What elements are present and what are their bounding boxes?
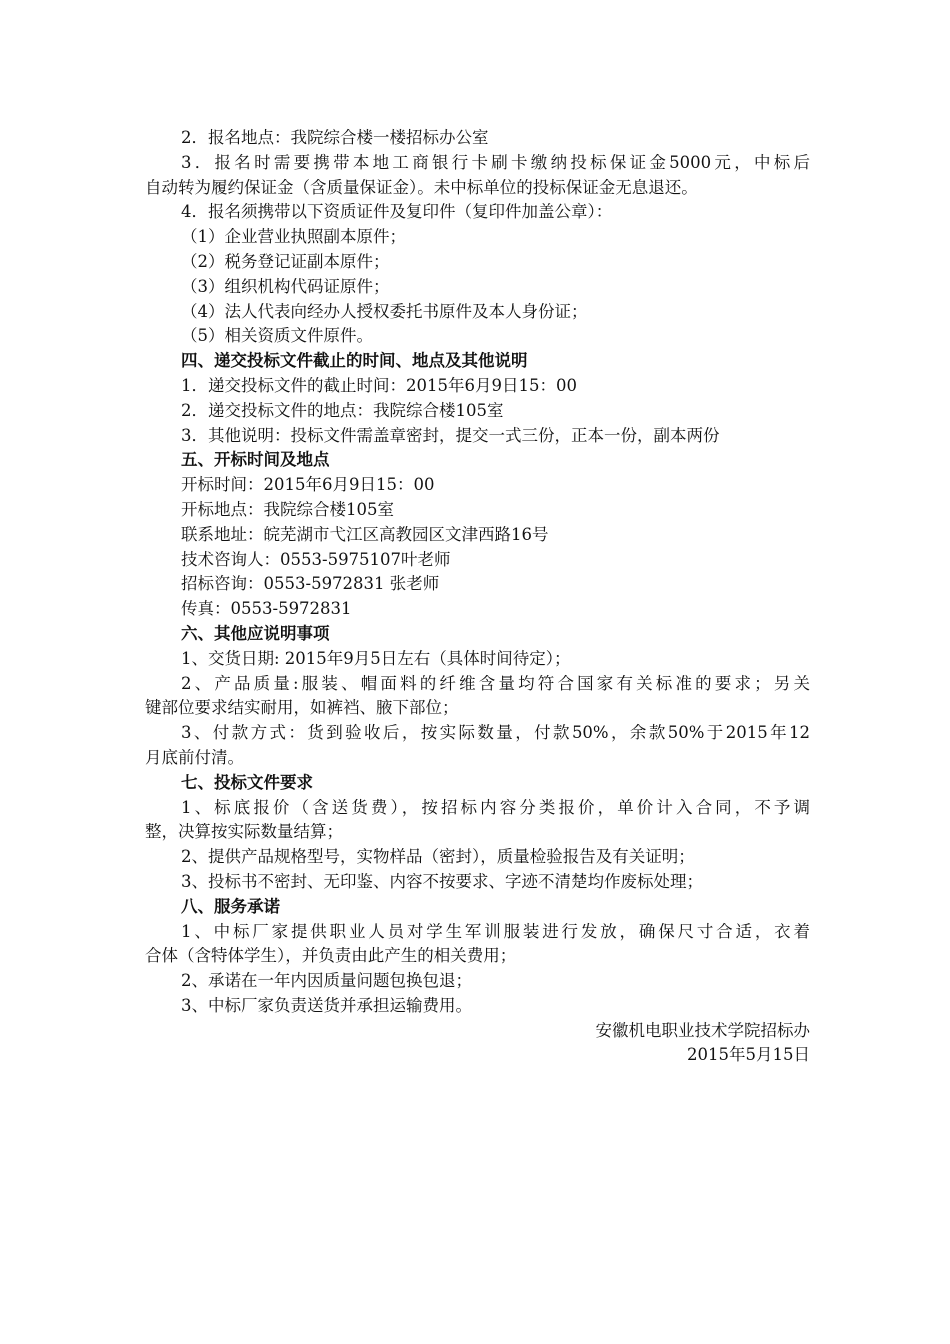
body-text-line: 合体（含特体学生），并负责由此产生的相关费用； — [145, 946, 517, 966]
body-text-line: 1、标底报价（含送货费），按招标内容分类报价，单价计入合同，不予调 — [181, 797, 810, 817]
body-text-line: 1、交货日期: 2015年9月5日左右（具体时间待定）； — [181, 648, 571, 668]
signature-line: 安徽机电职业技术学院招标办 — [595, 1020, 810, 1040]
body-text-line: 整，决算按实际数量结算； — [145, 822, 343, 842]
body-text-line: 月底前付清。 — [145, 747, 244, 767]
body-text-line: 2．递交投标文件的地点：我院综合楼105室 — [181, 400, 504, 420]
section-heading: 四、递交投标文件截止的时间、地点及其他说明 — [181, 351, 528, 371]
body-text-line: 技术咨询人：0553-5975107叶老师 — [181, 549, 451, 569]
body-text-line: （2）税务登记证副本原件； — [181, 251, 390, 271]
body-text-line: 2、产品质量:服装、帽面料的纤维含量均符合国家有关标准的要求；另关 — [181, 673, 810, 693]
body-text-line: 3、付款方式：货到验收后，按实际数量，付款50%，余款50%于2015年12 — [181, 723, 810, 743]
document-body — [145, 126, 810, 1068]
body-text-line: 传真：0553-5972831 — [181, 599, 352, 619]
section-heading: 六、其他应说明事项 — [181, 623, 330, 643]
body-text-line: 4．报名须携带以下资质证件及复印件（复印件加盖公章）： — [181, 202, 613, 222]
signature-line: 2015年5月15日 — [687, 1045, 810, 1065]
body-text-line: 开标时间：2015年6月9日15：00 — [181, 475, 435, 495]
body-text-line: 3、投标书不密封、无印鉴、内容不按要求、字迹不清楚均作废标处理； — [181, 871, 703, 891]
body-text-line: （1）企业营业执照副本原件； — [181, 227, 406, 247]
body-text-line: 开标地点：我院综合楼105室 — [181, 499, 394, 519]
body-text-line: 2．报名地点：我院综合楼一楼招标办公室 — [181, 128, 489, 147]
body-text-line: 键部位要求结实耐用，如裤裆、腋下部位； — [145, 698, 459, 718]
body-text-line: 1．递交投标文件的截止时间：2015年6月9日15：00 — [181, 375, 577, 395]
body-text-line: （5）相关资质文件原件。 — [181, 326, 373, 346]
body-text-line: 3、中标厂家负责送货并承担运输费用。 — [181, 995, 472, 1015]
body-text-line: 招标咨询：0553-5972831 张老师 — [181, 574, 440, 594]
body-text-line: 2、承诺在一年内因质量问题包换包退； — [181, 971, 472, 991]
body-text-line: （4）法人代表向经办人授权委托书原件及本人身份证； — [181, 301, 588, 321]
body-text-line: 3．其他说明：投标文件需盖章密封，提交一式三份，正本一份，副本两份 — [181, 425, 720, 445]
body-text-line: 联系地址：皖芜湖市弋江区高教园区文津西路16号 — [181, 524, 549, 544]
body-text-line: （3）组织机构代码证原件； — [181, 276, 390, 296]
body-text-line: 3．报名时需要携带本地工商银行卡刷卡缴纳投标保证金5000元，中标后 — [181, 152, 810, 172]
body-text-line: 自动转为履约保证金（含质量保证金）。未中标单位的投标保证金无息退还。 — [145, 177, 698, 197]
section-heading: 八、服务承诺 — [181, 896, 280, 916]
section-heading: 五、开标时间及地点 — [181, 450, 330, 470]
section-heading: 七、投标文件要求 — [181, 772, 313, 792]
body-text-line: 2、提供产品规格型号，实物样品（密封），质量检验报告及有关证明； — [181, 847, 695, 867]
body-text-line: 1、中标厂家提供职业人员对学生军训服装进行发放，确保尺寸合适，衣着 — [181, 921, 810, 941]
